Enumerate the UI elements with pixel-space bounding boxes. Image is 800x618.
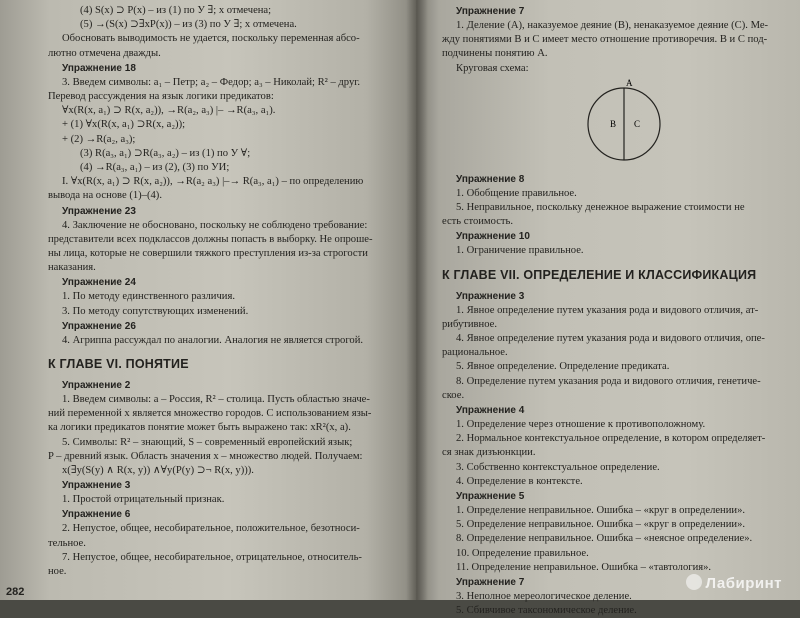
- text-line: 2. Нормальное контекстуальное определение, в котором определяет-: [456, 433, 766, 445]
- label-c: C: [634, 118, 641, 129]
- text-line: представители всех подклассов должны попасть в выборку. Не опроше-: [48, 233, 373, 245]
- text-line: (4) S(x) ⊃ P(x) – из (1) по У ∃; x отмечена;: [80, 5, 272, 16]
- left-lines-a: [48, 4, 406, 61]
- text-line: 3. Собственно контекстуальное определение.: [456, 461, 660, 473]
- text-line: 4. Явное определение путем указания рода и видового отличия, опе-: [456, 333, 765, 345]
- left-lines-h: [48, 522, 406, 579]
- right-lines-a: [442, 19, 786, 76]
- exercise-heading: Упражнение 10: [456, 231, 530, 243]
- text-line: I. ∀x(R(x, a₁) ⊃ R(x, a₂)), →R(a₂ a₃) |–→ R(a₃, a₁) – по определению: [62, 176, 364, 188]
- text-line: ное.: [48, 566, 67, 578]
- circle-diagram: [572, 76, 786, 172]
- text-line: 1. Введем символы: a – Россия, R² – столица. Пусть областью значе-: [62, 394, 370, 406]
- left-lines-f: [48, 393, 406, 478]
- book-gutter: [406, 0, 428, 600]
- text-line: 4. Агриппа рассуждал по аналогии. Аналогия не является строгой.: [62, 334, 364, 346]
- watermark-text: Лабиринт: [705, 575, 782, 592]
- text-line: наказания.: [48, 262, 96, 274]
- page-number: 282: [6, 586, 25, 598]
- text-line: 5. Неправильное, поскольку денежное выражение стоимости не: [456, 202, 745, 214]
- text-line: 3. Введем символы: a₁ – Петр; a₂ – Федор; a₃ – Николай; R² – друг.: [62, 76, 361, 88]
- text-line: ское.: [442, 389, 465, 401]
- text-line: 1. Простой отрицательный признак.: [62, 494, 225, 506]
- right-lines-f: [442, 504, 786, 575]
- text-line: 8. Определение путем указания рода и видового отличия, генетиче-: [456, 375, 761, 387]
- text-line: 5. Определение неправильное. Ошибка – «круг в определении».: [456, 519, 746, 531]
- text-line: 3. По методу сопутствующих изменений.: [62, 305, 249, 317]
- exercise-heading: Упражнение 5: [456, 491, 525, 503]
- exercise-heading: Упражнение 6: [62, 509, 131, 521]
- text-line: (5) →(S(x) ⊃∃xP(x)) – из (3) по У ∃; x отмечена.: [80, 19, 297, 31]
- text-line: лютно отмечена дважды.: [48, 47, 161, 59]
- exercise-heading: Упражнение 18: [62, 62, 136, 74]
- text-line: Обосновать выводимость не удается, поскольку переменная абсо-: [62, 33, 360, 45]
- text-line: ны лица, которые не совершили тяжкого преступления из-за строгости: [48, 248, 368, 260]
- text-line: рибутивное.: [442, 318, 497, 330]
- text-line: 1. Ограничение правильное.: [456, 245, 584, 257]
- right-lines-g: [442, 590, 786, 618]
- text-line: 1. По методу единственного различия.: [62, 291, 235, 303]
- text-line: 1. Определение через отношение к противоположному.: [456, 419, 706, 431]
- right-lines-d: [442, 304, 786, 403]
- text-line: рациональное.: [442, 347, 508, 359]
- text-line: (4) →R(a₃, a₁) – из (2), (3) по УИ;: [80, 162, 230, 174]
- left-lines-e: [48, 334, 406, 348]
- right-lines-c: [442, 244, 786, 258]
- exercise-heading: Упражнение 8: [456, 173, 525, 185]
- label-b: B: [610, 118, 617, 129]
- circle-diagram-svg: [572, 76, 682, 172]
- exercise-heading: Упражнение 3: [62, 480, 131, 492]
- text-line: Круговая схема:: [456, 62, 529, 74]
- chapter-title: К ГЛАВЕ VII. ОПРЕДЕЛЕНИЕ И КЛАССИФИКАЦИЯ: [442, 267, 757, 282]
- text-line: есть стоимость.: [442, 216, 514, 228]
- text-line: ний переменной x является множество городов. С использованием язы-: [48, 408, 372, 420]
- text-line: 1. Обобщение правильное.: [456, 187, 577, 199]
- text-line: 2. Непустое, общее, несобирательное, положительное, безотноси-: [62, 523, 360, 535]
- exercise-heading: Упражнение 3: [456, 290, 525, 302]
- text-line: 5. Символы: R² – знающий, S – современный европейский язык;: [62, 436, 353, 448]
- exercise-heading: Упражнение 7: [456, 6, 525, 17]
- exercise-heading: Упражнение 24: [62, 277, 136, 289]
- exercise-heading: Упражнение 4: [456, 405, 525, 417]
- exercise-heading: Упражнение 23: [62, 205, 136, 217]
- left-lines-g: [48, 493, 406, 507]
- right-page: [416, 0, 800, 617]
- exercise-heading: Упражнение 2: [62, 380, 131, 392]
- text-line: 1. Определение неправильное. Ошибка – «круг в определении».: [456, 505, 746, 517]
- left-lines-c: [48, 219, 406, 276]
- text-line: x(∃y(S(y) ∧ R(x, y)) ∧∀y(P(y) ⊃¬ R(x, y))).: [62, 465, 254, 477]
- text-line: 5. Явное определение. Определение предиката.: [456, 361, 670, 373]
- text-line: 5. Сбивчивое таксономическое деление.: [456, 605, 637, 617]
- text-line: 7. Непустое, общее, несобирательное, отрицательное, относитель-: [62, 551, 362, 563]
- text-line: + (2) →R(a₂, a₃);: [62, 133, 136, 145]
- text-line: 1. Явное определение путем указания рода и видового отличия, ат-: [456, 304, 759, 316]
- text-line: 1. Деление (A), наказуемое деяние (B), ненаказуемое деяние (C). Ме-: [456, 20, 769, 31]
- text-line: 3. Неполное мереологическое деление.: [456, 591, 632, 603]
- right-lines-e: [442, 418, 786, 489]
- text-line: 11. Определение неправильное. Ошибка – «тавтология».: [456, 561, 712, 573]
- exercise-heading: Упражнение 26: [62, 320, 136, 332]
- text-line: вывода на основе (1)–(4).: [48, 190, 162, 202]
- right-lines-b: [442, 187, 786, 230]
- chapter-title: К ГЛАВЕ VI. ПОНЯТИЕ: [48, 357, 189, 372]
- exercise-heading: Упражнение 7: [456, 577, 525, 589]
- text-line: 4. Заключение не обосновано, поскольку не соблюдено требование:: [62, 219, 368, 231]
- text-line: тельное.: [48, 537, 86, 549]
- text-line: 10. Определение правильное.: [456, 547, 589, 559]
- watermark-logo-icon: [686, 574, 702, 590]
- text-line: 8. Определение неправильное. Ошибка – «неясное определение».: [456, 533, 753, 545]
- text-line: 4. Определение в контексте.: [456, 475, 583, 487]
- left-lines-b: [48, 76, 406, 204]
- text-line: подчинены понятию A.: [442, 48, 548, 60]
- text-line: ся знак дизъюнкции.: [442, 447, 536, 459]
- text-line: Перевод рассуждения на язык логики предикатов:: [48, 91, 274, 103]
- left-lines-d: [48, 290, 406, 318]
- text-line: + (1) ∀x(R(x, a₁) ⊃R(x, a₂));: [62, 119, 186, 131]
- watermark: [686, 574, 782, 592]
- text-line: ∀x(R(x, a₁) ⊃ R(x, a₂)), →R(a₂, a₃) |– →R(a₃, a₁).: [62, 105, 276, 117]
- label-a: A: [626, 77, 633, 88]
- text-line: P – древний язык. Область значения x – множество людей. Получаем:: [48, 450, 363, 462]
- text-line: (3) R(a₃, a₁) ⊃R(a₃, a₂) – из (1) по У ∀;: [80, 147, 251, 159]
- text-line: жду понятиями B и C имеет место отношение противоречия. B и C под-: [442, 34, 768, 46]
- text-line: ка логики предикатов понятие может быть выражено так: xR²(x, a).: [48, 422, 351, 434]
